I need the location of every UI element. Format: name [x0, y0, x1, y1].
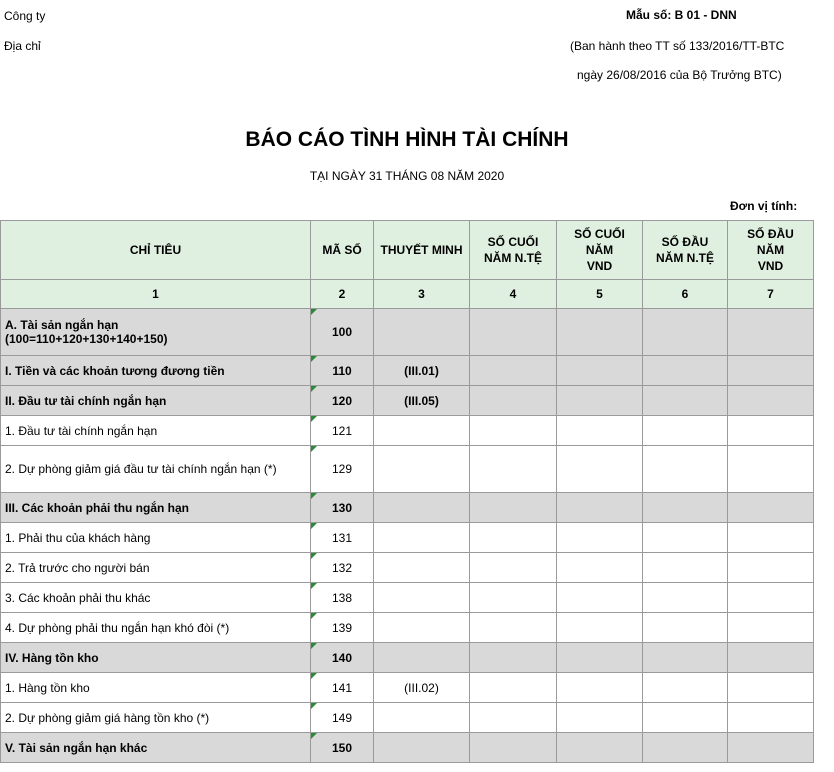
value-cell[interactable] [470, 613, 557, 643]
value-cell[interactable] [470, 356, 557, 386]
value-cell[interactable] [728, 309, 814, 356]
value-cell[interactable] [470, 733, 557, 763]
value-cell[interactable] [470, 703, 557, 733]
col-header-chi-tieu[interactable]: CHỈ TIÊU [1, 221, 311, 280]
col-number[interactable]: 6 [643, 280, 728, 309]
value-cell[interactable] [557, 356, 643, 386]
col-number[interactable]: 4 [470, 280, 557, 309]
row-note[interactable]: (III.05) [374, 386, 470, 416]
value-cell[interactable] [470, 553, 557, 583]
row-name-cell[interactable] [1, 309, 311, 356]
value-cell[interactable] [470, 523, 557, 553]
value-cell[interactable] [728, 673, 814, 703]
value-cell[interactable] [728, 416, 814, 446]
col-header-line: VND [757, 259, 784, 273]
value-cell[interactable] [470, 673, 557, 703]
header-row [1, 221, 814, 280]
address-label: Địa chỉ [4, 39, 41, 53]
value-cell[interactable] [728, 583, 814, 613]
col-header-line: SỐ ĐẦU [661, 235, 709, 249]
row-name[interactable]: I. Tiền và các khoản tương đương tiền [1, 356, 311, 386]
value-cell[interactable] [643, 386, 728, 416]
row-note[interactable] [374, 703, 470, 733]
financial-table [0, 220, 814, 763]
value-cell[interactable] [728, 493, 814, 523]
value-cell[interactable] [643, 673, 728, 703]
row-name[interactable]: II. Đầu tư tài chính ngắn hạn [1, 386, 311, 416]
col-header-thuyet-minh[interactable]: THUYẾT MINH [374, 221, 470, 280]
table-row [1, 553, 814, 583]
value-cell[interactable] [557, 643, 643, 673]
col-header-ma-so[interactable]: MÃ SỐ [311, 221, 374, 280]
company-label: Công ty [4, 9, 46, 23]
table-row [1, 386, 814, 416]
value-cell[interactable] [643, 309, 728, 356]
value-cell[interactable] [728, 523, 814, 553]
row-code[interactable]: 139 [311, 613, 374, 643]
table-row [1, 583, 814, 613]
report-subtitle: TẠI NGÀY 31 THÁNG 08 NĂM 2020 [309, 169, 505, 183]
value-cell[interactable] [643, 523, 728, 553]
value-cell[interactable] [643, 643, 728, 673]
row-name[interactable]: V. Tài sản ngắn hạn khác [1, 733, 311, 763]
col-header-so-cuoi-nam-vnd[interactable] [557, 221, 643, 280]
table-row [1, 733, 814, 763]
table-row [1, 643, 814, 673]
col-header-line: VND [586, 259, 613, 273]
table-row [1, 309, 814, 356]
value-cell[interactable] [557, 733, 643, 763]
report-title: BÁO CÁO TÌNH HÌNH TÀI CHÍNH [245, 128, 569, 151]
row-code[interactable]: 131 [311, 523, 374, 553]
col-number[interactable]: 1 [1, 280, 311, 309]
row-note[interactable]: (III.01) [374, 356, 470, 386]
row-code[interactable]: 138 [311, 583, 374, 613]
row-name[interactable]: 2. Dự phòng giảm giá đầu tư tài chính ngắn hạn (*) [1, 446, 311, 493]
value-cell[interactable] [643, 416, 728, 446]
table-row [1, 446, 814, 493]
value-cell[interactable] [728, 643, 814, 673]
row-name[interactable]: 4. Dự phòng phải thu ngắn hạn khó đòi (*) [1, 613, 311, 643]
row-note[interactable] [374, 553, 470, 583]
value-cell[interactable] [470, 446, 557, 493]
row-name[interactable]: 2. Dự phòng giảm giá hàng tồn kho (*) [1, 703, 311, 733]
row-code[interactable]: 121 [311, 416, 374, 446]
table-row [1, 613, 814, 643]
unit-label: Đơn vị tính: [730, 199, 798, 213]
row-code[interactable]: 130 [311, 493, 374, 523]
value-cell[interactable] [557, 673, 643, 703]
col-header-so-dau-nam-vnd[interactable] [728, 221, 814, 280]
row-name[interactable]: 1. Đầu tư tài chính ngắn hạn [1, 416, 311, 446]
value-cell[interactable] [728, 446, 814, 493]
row-name: A. Tài sản ngắn hạn [5, 318, 119, 332]
value-cell[interactable] [728, 613, 814, 643]
value-cell[interactable] [643, 583, 728, 613]
value-cell[interactable] [643, 446, 728, 493]
row-note[interactable] [374, 583, 470, 613]
row-name[interactable]: 1. Hàng tồn kho [1, 673, 311, 703]
value-cell[interactable] [557, 613, 643, 643]
value-cell[interactable] [470, 583, 557, 613]
col-header-line: NĂM [585, 243, 614, 257]
table-row [1, 356, 814, 386]
value-cell[interactable] [557, 493, 643, 523]
form-code: Mẫu số: B 01 - DNN [626, 8, 737, 22]
table-row [1, 673, 814, 703]
value-cell[interactable] [557, 446, 643, 493]
value-cell[interactable] [557, 309, 643, 356]
row-note[interactable] [374, 613, 470, 643]
col-number[interactable]: 3 [374, 280, 470, 309]
row-note[interactable] [374, 493, 470, 523]
value-cell[interactable] [470, 643, 557, 673]
col-header-line: SỐ ĐẦU [747, 227, 794, 241]
row-code[interactable]: 120 [311, 386, 374, 416]
value-cell[interactable] [728, 733, 814, 763]
row-note[interactable] [374, 446, 470, 493]
row-code[interactable]: 100 [311, 309, 374, 356]
value-cell[interactable] [557, 416, 643, 446]
value-cell[interactable] [728, 356, 814, 386]
value-cell[interactable] [728, 386, 814, 416]
row-code[interactable]: 132 [311, 553, 374, 583]
row-note[interactable] [374, 309, 470, 356]
value-cell[interactable] [728, 553, 814, 583]
col-header-line: NĂM N.TỆ [656, 251, 714, 265]
col-header-line: SỐ CUỐI [574, 227, 625, 241]
row-name[interactable]: IV. Hàng tồn kho [1, 643, 311, 673]
row-code[interactable]: 129 [311, 446, 374, 493]
row-code[interactable]: 110 [311, 356, 374, 386]
row-code[interactable]: 149 [311, 703, 374, 733]
row-name-formula: (100=110+120+130+140+150) [5, 332, 168, 346]
value-cell[interactable] [643, 613, 728, 643]
col-number[interactable]: 7 [728, 280, 814, 309]
row-code[interactable]: 150 [311, 733, 374, 763]
table-row [1, 523, 814, 553]
value-cell[interactable] [557, 386, 643, 416]
value-cell[interactable] [557, 553, 643, 583]
col-number[interactable]: 5 [557, 280, 643, 309]
value-cell[interactable] [557, 703, 643, 733]
row-name[interactable]: III. Các khoản phải thu ngắn hạn [1, 493, 311, 523]
value-cell[interactable] [643, 493, 728, 523]
row-note[interactable] [374, 416, 470, 446]
col-number[interactable]: 2 [311, 280, 374, 309]
value-cell[interactable] [470, 416, 557, 446]
row-note[interactable]: (III.02) [374, 673, 470, 703]
value-cell[interactable] [470, 493, 557, 523]
row-name[interactable]: 2. Trả trước cho người bán [1, 553, 311, 583]
issued-by: (Ban hành theo TT số 133/2016/TT-BTC [570, 39, 785, 53]
col-header-so-dau-nam-nte[interactable] [643, 221, 728, 280]
value-cell[interactable] [557, 523, 643, 553]
row-code[interactable]: 140 [311, 643, 374, 673]
value-cell[interactable] [643, 733, 728, 763]
value-cell[interactable] [643, 356, 728, 386]
row-note[interactable] [374, 733, 470, 763]
column-number-row [1, 280, 814, 309]
col-header-line: NĂM N.TỆ [484, 251, 542, 265]
row-name[interactable]: 1. Phải thu của khách hàng [1, 523, 311, 553]
value-cell[interactable] [470, 386, 557, 416]
col-header-so-cuoi-nam-nte[interactable] [470, 221, 557, 280]
issued-date: ngày 26/08/2016 của Bộ Trưởng BTC) [577, 68, 782, 82]
value-cell[interactable] [728, 703, 814, 733]
value-cell[interactable] [470, 309, 557, 356]
value-cell[interactable] [643, 553, 728, 583]
value-cell[interactable] [557, 583, 643, 613]
col-header-line: NĂM [756, 243, 785, 257]
table-row [1, 416, 814, 446]
row-name[interactable]: 3. Các khoản phải thu khác [1, 583, 311, 613]
table-row [1, 493, 814, 523]
row-note[interactable] [374, 643, 470, 673]
table-row [1, 703, 814, 733]
value-cell[interactable] [643, 703, 728, 733]
row-note[interactable] [374, 523, 470, 553]
row-code[interactable]: 141 [311, 673, 374, 703]
col-header-line: SỐ CUỐI [487, 235, 539, 249]
